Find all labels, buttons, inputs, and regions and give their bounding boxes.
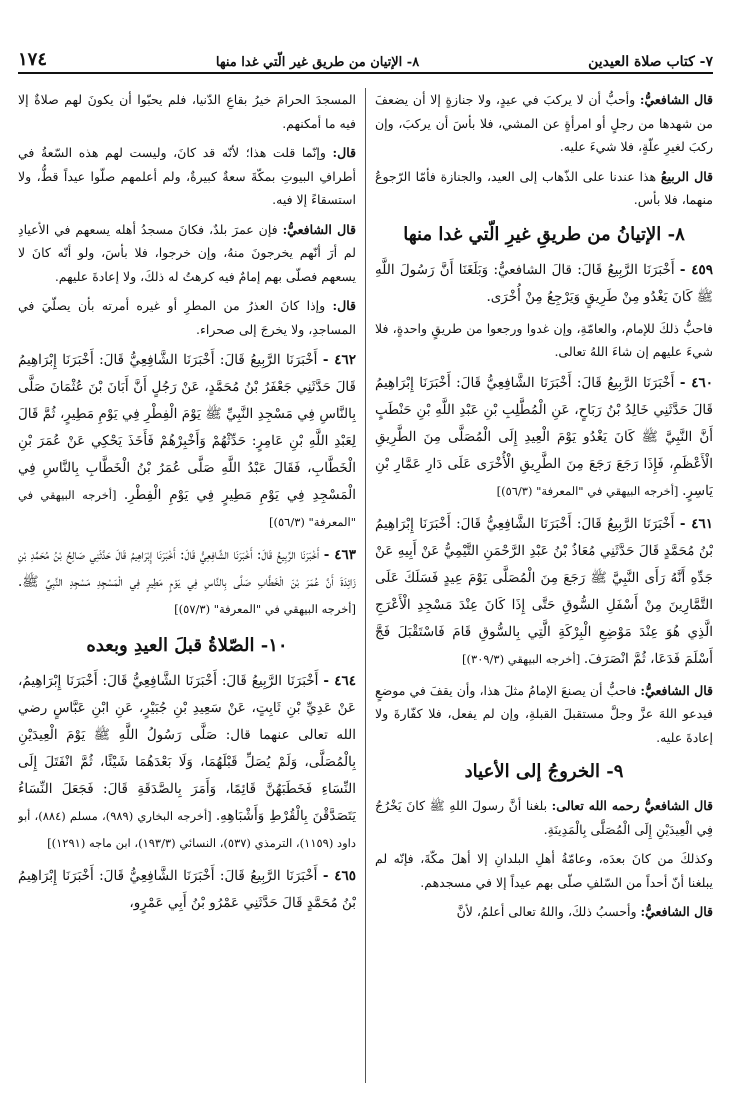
hadith-reference: [أخرجه البيهقي في "المعرفة" (٥٦/٣)] [18, 488, 356, 529]
hadith-reference: [أخرجه البيهقي في "المعرفة" (٥٧/٣)] [174, 602, 356, 616]
section-heading: ٩- الخروجُ إلى الأعياد [464, 761, 624, 782]
hadith-text: أَخْبَرَنَا الرَّبِيعُ قَالَ: أَخْبَرَنَا الشَّافِعِيُّ قَالَ: أَخْبَرَنَا إِبْرَاهِيمُ بْنُ مُحَمَّدٍ قَالَ حَدَّثَنِي عَمْرُو بْنُ أَبِي عَمْرٍو، [18, 868, 356, 911]
paragraph [375, 165, 713, 212]
section-heading: ١٠- الصّلاةُ قبلَ العيدِ وبعده [86, 635, 288, 656]
paragraph [375, 900, 713, 924]
speaker: قال: [332, 145, 356, 160]
left-column [18, 88, 356, 1085]
paragraph [18, 218, 356, 289]
chapter-title: ٧- كتاب صلاة العيدين [588, 54, 713, 70]
paragraph-text: فإن عمرَ بلدٌ، فكانَ مسجدُ أهله يسعهم في الأعيادِ لم أرَ أنّهم يخرجونَ منهُ، وإن خرجوا، فلا بأسَ، ولو أنّه كانَ لا يسعهم فصلّى بهم إمامٌ فيه كرهتُ له ذلكَ، ولا إعادةَ عليهم. [18, 221, 356, 284]
hadith-reference: [أخرجه البخاري (٩٨٩)، مسلم (٨٨٤)، أبو داود (١١٥٩)، الترمذي (٥٣٧)، النسائي (١٩٣/٣)، ابن ماجه (١٢٩١)] [18, 809, 356, 850]
paragraph-text: هذا عندنا على الذّهاب إلى العيد، والجنازة فأمّا الرّجوعُ منهما، فلا بأس. [375, 168, 713, 207]
paragraph [18, 294, 356, 341]
hadith-number: ٤٦٢ - [322, 352, 356, 368]
paragraph [18, 141, 356, 212]
paragraph-text: وأحسبُ ذلكَ، واللهُ تعالى أعلمُ، لأنَّ [456, 904, 641, 919]
paragraph: المسجدَ الحرامَ خيرُ بقاعِ الدّنيا، فلم يحبّوا أن يكونَ لهم صلاةٌ إلا فيه ما أمكنهم. [18, 92, 356, 131]
hadith-465 [18, 863, 356, 917]
hadith-number: ٤٦٠ - [679, 374, 713, 391]
hadith-460 [375, 370, 713, 505]
section-running-title: ٨- الإتيان من طريق غير الّتي غدا منها [215, 55, 420, 70]
speaker: قال الشافعيُّ: [282, 221, 356, 237]
paragraph-text: وأحبُّ أن لا يركبَ في عيدٍ، ولا جنازةٍ إلا أن يضعفَ من شهدها من رجلٍ أو امرأةٍ عن المشي، فلا بأسَ أن يركبَ، وإن ركبَ لغيرِ علّةٍ، فلا شيءَ عليه. [375, 92, 713, 154]
hadith-464 [18, 668, 356, 857]
hadith-number: ٤٦٥ - [322, 868, 356, 884]
paragraph [375, 88, 713, 159]
speaker: قال الربيعُ [660, 168, 713, 184]
paragraph: وكذلكَ من كانَ بعدَه، وعامّةُ أهلِ البلدانِ إلا أهلَ مكّةَ، فإنّه لم يبلغنا أنّ أحداً من السّلفِ صلّى بهم عيداً إلا في مسجدهم. [375, 851, 713, 890]
hadith-reference: [أخرجه البيهقي (٣٠٩/٣)] [462, 651, 584, 666]
hadith-reference: [أخرجه البيهقي في "المعرفة" (٥٦/٣)] [496, 483, 683, 498]
column-divider [365, 88, 366, 1083]
hadith-459 [375, 257, 713, 311]
hadith-number: ٤٥٩ - [679, 261, 713, 278]
speaker: قال الشافعيُّ: [639, 92, 713, 107]
hadith-number: ٤٦١ - [679, 515, 713, 532]
paragraph-text: وإذا كانَ العذرُ من المطرِ أو غيره أمرته بأن يصلّيَ في المساجدِ، ولا يخرجَ إلى صحراء. [18, 298, 356, 337]
speaker: قال: [332, 298, 356, 313]
hadith-462 [18, 347, 356, 536]
hadith-text: أَخْبَرَنَا الرَّبِيعُ قَالَ: أَخْبَرَنَا الشَّافِعِيُّ قَالَ: أَخْبَرَنَا إِبْرَاهِيمُ قَالَ حَدَّثَنِي جَعْفَرُ بْنُ مُحَمَّدٍ، عَنْ رَجُلٍ أَنَّ أَبَانَ بْنَ عُثْمَانَ صَلَّى بِالنَّاسِ فِي مَسْجِدِ النَّبِيِّ ﷺ يَوْمَ الْفِطْرِ فِي يَوْمِ مَطِيرٍ، ثُمَّ قَالَ لِعَبْدِ اللَّهِ بْنِ عَامِرٍ: حَدِّثْهُمْ وَأَخْبِرْهُمْ فَأَخَذَ يَحْكِي عَنْ عُمَرَ بْنِ الْخَطَّابِ، فَقَالَ عَبْدُ اللَّهِ صَلَّى عُمَرُ بْنُ الْخَطَّابِ بِالنَّاسِ فِي الْمَسْجِدِ فِي يَوْمِ مَطِيرٍ فِي يَوْمِ الْفِطْرِ. [18, 352, 356, 503]
hadith-number: ٤٦٣ - [323, 547, 356, 563]
paragraph-text: بلغنا أنَّ رسولَ اللهِ ﷺ كانَ يَخْرُجُ فِي الْعِيدَيْنِ إِلَى الْمُصَلَّى بِالْمَدِينَةِ. [375, 798, 713, 837]
paragraph [375, 679, 713, 750]
hadith-text: أَخْبَرَنَا الرَّبِيعُ قَالَ: أَخْبَرَنَا الشَّافِعِيُّ قَالَ: أَخْبَرَنَا إِبْرَاهِيمُ قَالَ حَدَّثَنِي صَالِحُ بْنُ مُحَمَّدِ بْنِ زَائِدَةَ أَنَّ عُمَرَ بْنَ الْخَطَّابِ صَلَّى بِالنَّاسِ فِي يَوْمٍ مَطِيرٍ فِي الْمَسْجِدِ مَسْجِدِ النَّبِيِّ ﷺ. [18, 547, 356, 590]
paragraph-text: فاحبُّ أن يصنعَ الإمامُ مثلَ هذا، وأن يقفَ في موضعٍ فيدعو اللهَ عزَّ وجلَّ مستقبلَ القبلةِ، وإن لم يفعل، فلا كفّارةَ ولا إعادةَ عليه. [375, 682, 713, 745]
hadith-461 [375, 511, 713, 673]
paragraph [375, 794, 713, 841]
hadith-text: أَخْبَرَنَا الرَّبِيعُ قَالَ: أَخْبَرَنَا الشَّافِعِيُّ قَالَ: أَخْبَرَنَا إِبْرَاهِيمُ بْنُ مُحَمَّدٍ قَالَ حَدَّثَنِي مُعَاذُ بْنُ عَبْدِ الرَّحْمَنِ التَّيْمِيُّ عَنْ أَبِيهِ عَنْ جَدِّهِ أَنَّهُ رَأَى النَّبِيَّ ﷺ رَجَعَ مِنَ الْمُصَلَّى يَوْمَ عِيدٍ فَسَلَكَ عَلَى التَّمَّارِينَ مِنْ أَسْفَلِ السُّوقِ حَتَّى إِذَا كَانَ عِنْدَ مَسْجِدِ الْأَعْرَجِ الَّذِي هُوَ عِنْدَ مَوْضِعِ الْبِرْكَةِ الَّتِي بِالسُّوقِ قَامَ فَاسْتَقْبَلَ فَجَّ أَسْلَمَ فَدَعَا، ثُمَّ انْصَرَفَ. [375, 515, 713, 667]
page-number: ١٧٤ [18, 49, 48, 70]
right-column [375, 88, 713, 1085]
hadith-number: ٤٦٤ - [323, 673, 356, 689]
speaker: قال الشافعيُّ رحمه الله تعالى: [551, 798, 713, 813]
hadith-463 [18, 542, 356, 623]
page-header [18, 40, 713, 70]
hadith-text: أَخْبَرَنَا الرَّبِيعُ قَالَ: أَخْبَرَنَا الشَّافِعِيُّ قَالَ: أَخْبَرَنَا إِبْرَاهِيمُ، عَنْ عَدِيِّ بْنِ ثَابِتٍ، عَنْ سَعِيدِ بْنِ جُبَيْرٍ، عَنِ ابْنِ عَبَّاسٍ رضي الله تعالى عنهما قال: صَلَّى رَسُولُ اللَّهِ ﷺ يَوْمَ الْعِيدَيْنِ بِالْمُصَلَّى، وَلَمْ يُصَلِّ قَبْلَهُمَا، وَلَا بَعْدَهُمَا شَيْئًا، ثُمَّ انْفَتَلَ إِلَى النِّسَاءِ فَخَطَبَهُنَّ قَائِمًا، وَأَمَرَ بِالصَّدَقَةِ قَالَ: فَجَعَلَ النِّسَاءُ يَتَصَدَّقْنَ بِالْقُرْطِ وَأَشْبَاهِهِ. [18, 673, 356, 824]
hadith-text: أَخْبَرَنَا الرَّبِيعُ قَالَ: قالَ الشافعيُّ: وَبَلَغَنَا أَنَّ رَسُولَ اللَّهِ ﷺ كَانَ يَغْدُو مِنْ طَرِيقٍ وَيَرْجِعُ مِنْ أُخْرَى. [375, 261, 713, 305]
header-rule [18, 72, 713, 74]
paragraph: فاحبُّ ذلكَ للإمام، والعامّةِ، وإن غدوا ورجعوا من طريقٍ واحدةٍ، فلا شيءَ عليهم إن شاءَ اللهُ تعالى. [375, 320, 713, 359]
speaker: قال الشافعيُّ: [640, 904, 713, 919]
section-heading: ٨- الإتيانُ من طريقِ غيرِ الّتي غدا منها [403, 223, 685, 245]
hadith-text: أَخْبَرَنَا الرَّبِيعُ قَالَ: أَخْبَرَنَا الشَّافِعِيُّ قَالَ: أَخْبَرَنَا إِبْرَاهِيمُ قَالَ حَدَّثَنِي خَالِدُ بْنُ رَبَاحٍ، عَنِ الْمُطَّلِبِ بْنِ عَبْدِ اللَّهِ بْنِ حَنْطَبٍ أَنَّ النَّبِيَّ ﷺ كَانَ يَغْدُو يَوْمَ الْعِيدِ إِلَى الْمُصَلَّى مِنَ الطَّرِيقِ الْأَعْظَمِ، فَإِذَا رَجَعَ رَجَعَ مِنَ الطَّرِيقِ الْأُخْرَى عَلَى دَارِ عَمَّارِ بْنِ يَاسِرٍ. [375, 374, 713, 499]
speaker: قال الشافعيُّ: [640, 682, 713, 698]
paragraph-text: وإنّما قلت هذا؛ لأنّه قد كانَ، وليست لهم هذه السّعةُ في أطرافِ البيوتِ بمكّةَ سعةٌ كبيرةٌ، ولم أعلمهم صلّوا عيداً قطُّ، ولا استسقاءً إلا فيه. [18, 145, 356, 207]
